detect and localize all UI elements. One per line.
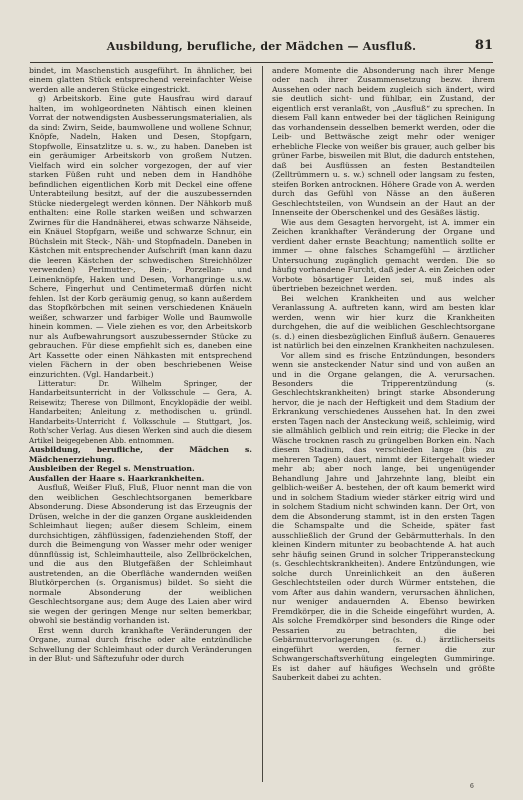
running-header — [30, 40, 493, 56]
paragraph: Litteratur: Dr. Wilhelm Springer, der Handarbeitsunterricht in der Volksschule — Gera, A. Reisewitz; Therese von Dillmont, Encyklopädie der weibl. Handarbeiten; Anleitung z. methodischen u. gründl. Handarbeits-Unterricht f. Volksschule — Stuttgart, Jos. Roth'scher Verlag. Aus diesen Werken sind auch die diesem Artikel beigegebenen Abb. entnommen. — [29, 378, 252, 445]
running-title: Ausbildung, berufliche, der Mädchen — Ausfluß. — [106, 40, 417, 53]
paragraph: Ausfluß, Weißer Fluß, Fluß, Fluor nennt man die von den weiblichen Geschlechtsorganen bemerkbare Absonderung. Diese Absonderung ist das Erzeugnis der Drüsen, welche in der die ganzen Organe auskleidenden Schleimhaut liegen; außer diesem Schleim, einem durchsichtigen, zähflüssigen, fadenziehenden Stoff, der durch die Beimengung von Wasser mehr oder weniger dünnflüssig ist, Schleimhautteile, also Zellbröckelchen, und die aus den Blutgefäßen der Schleimhaut austretenden, an die Oberfläche wandernden weißen Blutkörperchen (s. Organismus) bildet. So sieht die normale Absonderung der weiblichen Geschlechtsorgane aus; dem Auge des Laien aber wird sie wegen der geringen Menge nur selten bemerkbar, obwohl sie beständig vorhanden ist. — [29, 483, 252, 626]
right-column — [272, 66, 495, 784]
paragraph: Vor allem sind es frische Entzündungen, besonders wenn sie ansteckender Natur sind und von außen an und in die Organe gelangen, die A. verursachen. Besonders die Tripperentzündung (s. Geschlechtskrankheiten) bringt starke Absonderung hervor, die je nach der Heftigkeit und dem Stadium der Erkrankung verschiedenes Aussehen hat. In den zwei ersten Tagen nach der Ansteckung weiß, schleimig, wird sie allmählich gelblich und rein eitrig; die Flecke in der Wäsche trocknen rasch zu grüngelben Borken ein. Nach diesem Stadium, das verschieden lange (bis zu mehreren Tagen) dauert, nimmt der Eitergehalt wieder mehr ab; aber noch lange, bei ungenügender Behandlung Jahre und Jahrzehnte lang, bleibt ein gelblich-weißer A. bestehen, der oft kaum bemerkt wird und in solchem Stadium wieder stärker eitrig wird und in solchem Stadium nicht schwinden kann. Der Ort, von dem die Absonderung stammt, ist in den ersten Tagen die Schamspalte und die Scheide, später fast ausschließlich der Grund der Gebärmutterhals. In den kleinen Kindern mitunter zu beobachtende A. hat auch sehr häufig seinen Grund in solcher Tripperansteckung (s. Geschlechtskrankheiten). Andere Entzündungen, wie solche durch Unreinlichkeit an den äußeren Geschlechtsteilen oder durch Würmer entstehen, die vom After aus dahin wandern, verursachen ähnlichen, nur weniger andauernden A. Ebenso bewirken Fremdkörper, die in die Scheide eingeführt wurden, A. Als solche Fremdkörper sind besonders die Ringe oder Pessarien zu betrachten, die bei Gebärmuttervorlagerungen (s. d.) ärztlicherseits eingeführt werden, ferner die zur Schwangerschaftsverhütung eingelegten Gummiringe. Es ist daher auf häufiges Wechseln und größte Sauberkeit dabei zu achten. — [272, 350, 495, 682]
entry-heading: Ausbleiben der Regel s. Menstruation. — [29, 464, 195, 474]
paragraph: bindet, im Maschenstich ausgeführt. In ähnlicher, bei einem glatten Stück entsprechend vereinfachter Weise werden alle anderen Stücke eingestrickt. — [29, 66, 252, 94]
entry-heading: Ausbildung, berufliche, der Mädchen s. Mädchenerziehung. — [29, 445, 252, 464]
column-divider — [262, 66, 263, 782]
header-rule — [30, 62, 493, 63]
paragraph: g) Arbeitskorb. Eine gute Hausfrau wird darauf halten, im wohlgeordneten Nähtisch einen kleinen Vorrat der notwendigsten Ausbesserungsmaterialien, als da sind: Zwirn, Seide, baumwollene und wollene Schnur, Knöpfe, Nadeln, Haken und Desen, Stopfgarn, Stopfwolle, Einsatzlitze u. s. w., zu haben. Daneben ist ein geräumiger Arbeitskorb von großem Nutzen. Vielfach wird ein solcher vorgezogen, der auf vier starken Füßen ruht und neben dem in Handhöhe befindlichen eigentlichen Korb mit Deckel eine offene Unterabteilung besitzt, auf der die auszubessernden Stücke niedergelegt werden können. Der Nähkorb muß enthalten: eine Rolle starken weißen und schwarzen Zwirnes für die Handnäherei, etwas schwarze Nähseide, ein Knäuel Stopfgarn, weiße und schwarze Schnur, ein Büchslein mit Steck-, Näh- und Stopfnadeln. Daneben in Kästchen mit entsprechender Aufschrift (man kann dazu die leeren Kästchen der schwedischen Streichhölzer verwenden) Perlmutter-, Bein-, Porzellan- und Leinenknöpfe, Haken und Desen, Vorhangringe u.s.w. Schere, Fingerhut und Centimetermaß dürfen nicht fehlen. Ist der Korb geräumig genug, so kann außerdem das Stopfkörbchen mit seinen verschiedenen Knäueln weißer, schwarzer und farbiger Wolle und Baumwolle hinein kommen. — Viele ziehen es vor, den Arbeitskorb nur als Aufbewahrungsort auszubessernder Stücke zu gebrauchen. Für diese empfiehlt sich es, daneben eine Art Kassette oder einen Nähkasten mit entsprechend vielen Fächern in der oben beschriebenen Weise einzurichten. (Vgl. Handarbeit.) — [29, 94, 252, 379]
paragraph: andere Momente die Absonderung nach ihrer Menge oder nach ihrer Zusammensetzung bezw. ihrem Aussehen oder nach beidem zugleich sich ändert, wird sie deutlich sicht- und fühlbar, ein Zustand, der eigentlich erst veranlaßt, von „Ausfluß“ zu sprechen. In diesem Fall kann entweder bei der täglichen Reinigung das vorhandensein desselben bemerkt werden, oder die Leib- und Bettwäsche zeigt mehr oder weniger erhebliche Flecke von weißer bis grauer, auch gelber bis grüner Farbe, bisweilen mit Blut, die dadurch entstehen, daß bei Ausflüssen an festen Bestandteilen (Zelltrümmern u. s. w.) schnell oder langsam zu festen, steifen Borken antrocknen. Höhere Grade von A. werden durch das Gefühl von Nässe an den äußeren Geschlechtsteilen, von Wundsein an der Haut an der Innenseite der Oberschenkel und des Gesäßes lästig. — [272, 66, 495, 218]
left-column — [29, 66, 252, 784]
page-number: 81 — [474, 38, 493, 53]
entry-heading: Ausfallen der Haare s. Haarkrankheiten. — [29, 473, 205, 483]
paragraph: Wie aus dem Gesagten hervorgeht, ist A. immer ein Zeichen krankhafter Veränderung der Organe und verdient daher ernste Beachtung; namentlich sollte er immer — ohne falsches Schamgefühl — ärztlicher Untersuchung zugänglich gemacht werden. Die so häufig vorhandene Furcht, daß jeder A. ein Zeichen oder Vorbote bösartiger Leiden sei, muß indes als übertrieben bezeichnet werden. — [272, 217, 495, 294]
paragraph: Erst wenn durch krankhafte Veränderungen der Organe, zumal durch frische oder alte entzündliche Schwellung der Schleimhaut oder durch Veränderungen in der Blut- und Säftezufuhr oder durch — [29, 625, 252, 664]
signature-mark: 6 — [470, 783, 474, 790]
paragraph: Bei welchen Krankheiten und aus welcher Veranlassung A. auftreten kann, wird am besten klar werden, wenn wir hier kurz die Krankheiten durchgehen, die auf die weiblichen Geschlechtsorgane (s. d.) einen diesbezüglichen Einfluß äußern. Genaueres ist natürlich bei den einzelnen Krankheiten nachzulesen. — [272, 293, 495, 351]
